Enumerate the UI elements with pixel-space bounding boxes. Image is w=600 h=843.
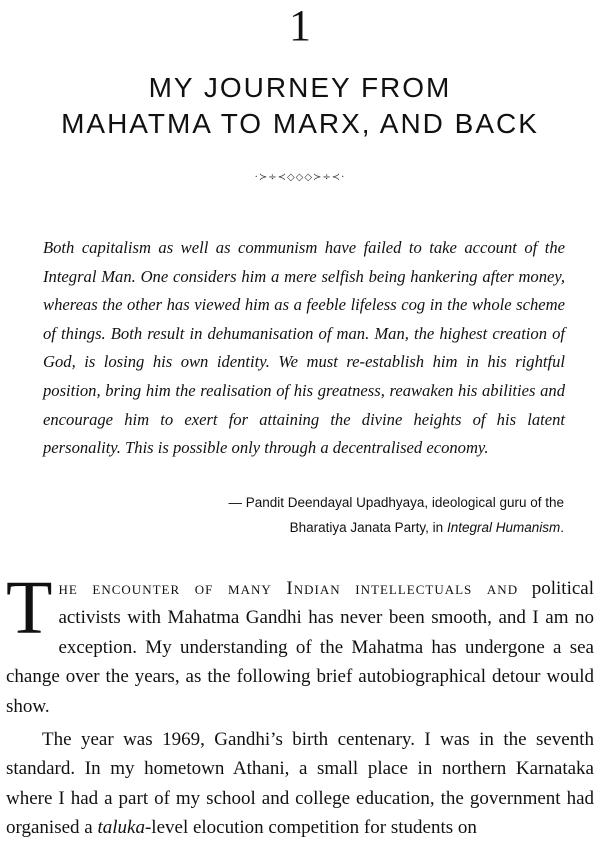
paragraph-1-text: political activists with Mahatma Gandhi has never been smooth, and I am no exception. My understanding of the Mahatma has undergone a sea change over the years, as the following brief autobiographical detour would show. <box>6 578 594 717</box>
paragraph-2 <box>6 725 594 843</box>
attribution-line-2-end: . <box>560 520 564 535</box>
attribution-line-2-text: Bharatiya Janata Party, in <box>289 520 447 535</box>
chapter-title-line-1: MY JOURNEY FROM <box>148 72 452 103</box>
attribution-work-title: Integral Humanism <box>446 520 561 535</box>
chapter-title <box>0 70 600 142</box>
paragraph-2-text: The year was 1969, Gandhi’s birth centenary. I was in the seventh standard. In my hometown Athani, a small place in northern Karnataka where I had a part of my school and college education, the government had organised a <box>6 729 594 839</box>
chapter-number: 1 <box>289 1 311 50</box>
attribution-line-2 <box>144 515 564 540</box>
paragraph-2-italic-term: taluka <box>97 817 145 839</box>
paragraph-2-text-end: -level elocution competition for students on <box>144 817 477 839</box>
body-text <box>6 566 594 843</box>
paragraph-1-opening: he encounter of many Indian intellectuals and <box>58 578 519 599</box>
chapter-title-line-2: MAHATMA TO MARX, AND BACK <box>61 108 539 139</box>
epigraph-attribution <box>144 490 564 540</box>
ornament-divider-icon: ·≻÷≺◇◇◇≻÷≺· <box>254 172 346 183</box>
paragraph-1 <box>6 566 594 721</box>
drop-cap: T <box>6 566 53 650</box>
epigraph-quote: Both capitalism as well as communism have failed to take account of the Integral Man. One considers him a mere selfish being hankering after money, whereas the other has viewed him as a feeble lifeless cog in the whole scheme of things. Both result in dehumanisation of man. Man, the highest creation of God, is losing his own identity. We must re-establish him in his rightful position, bring him the realisation of his greatness, reawaken his abilities and encourage him to exert for attaining the divine heights of his latent personality. This is possible only through a decentralised economy. <box>43 238 565 458</box>
attribution-line-1: — Pandit Deendayal Upadhyaya, ideological guru of the <box>228 495 564 510</box>
